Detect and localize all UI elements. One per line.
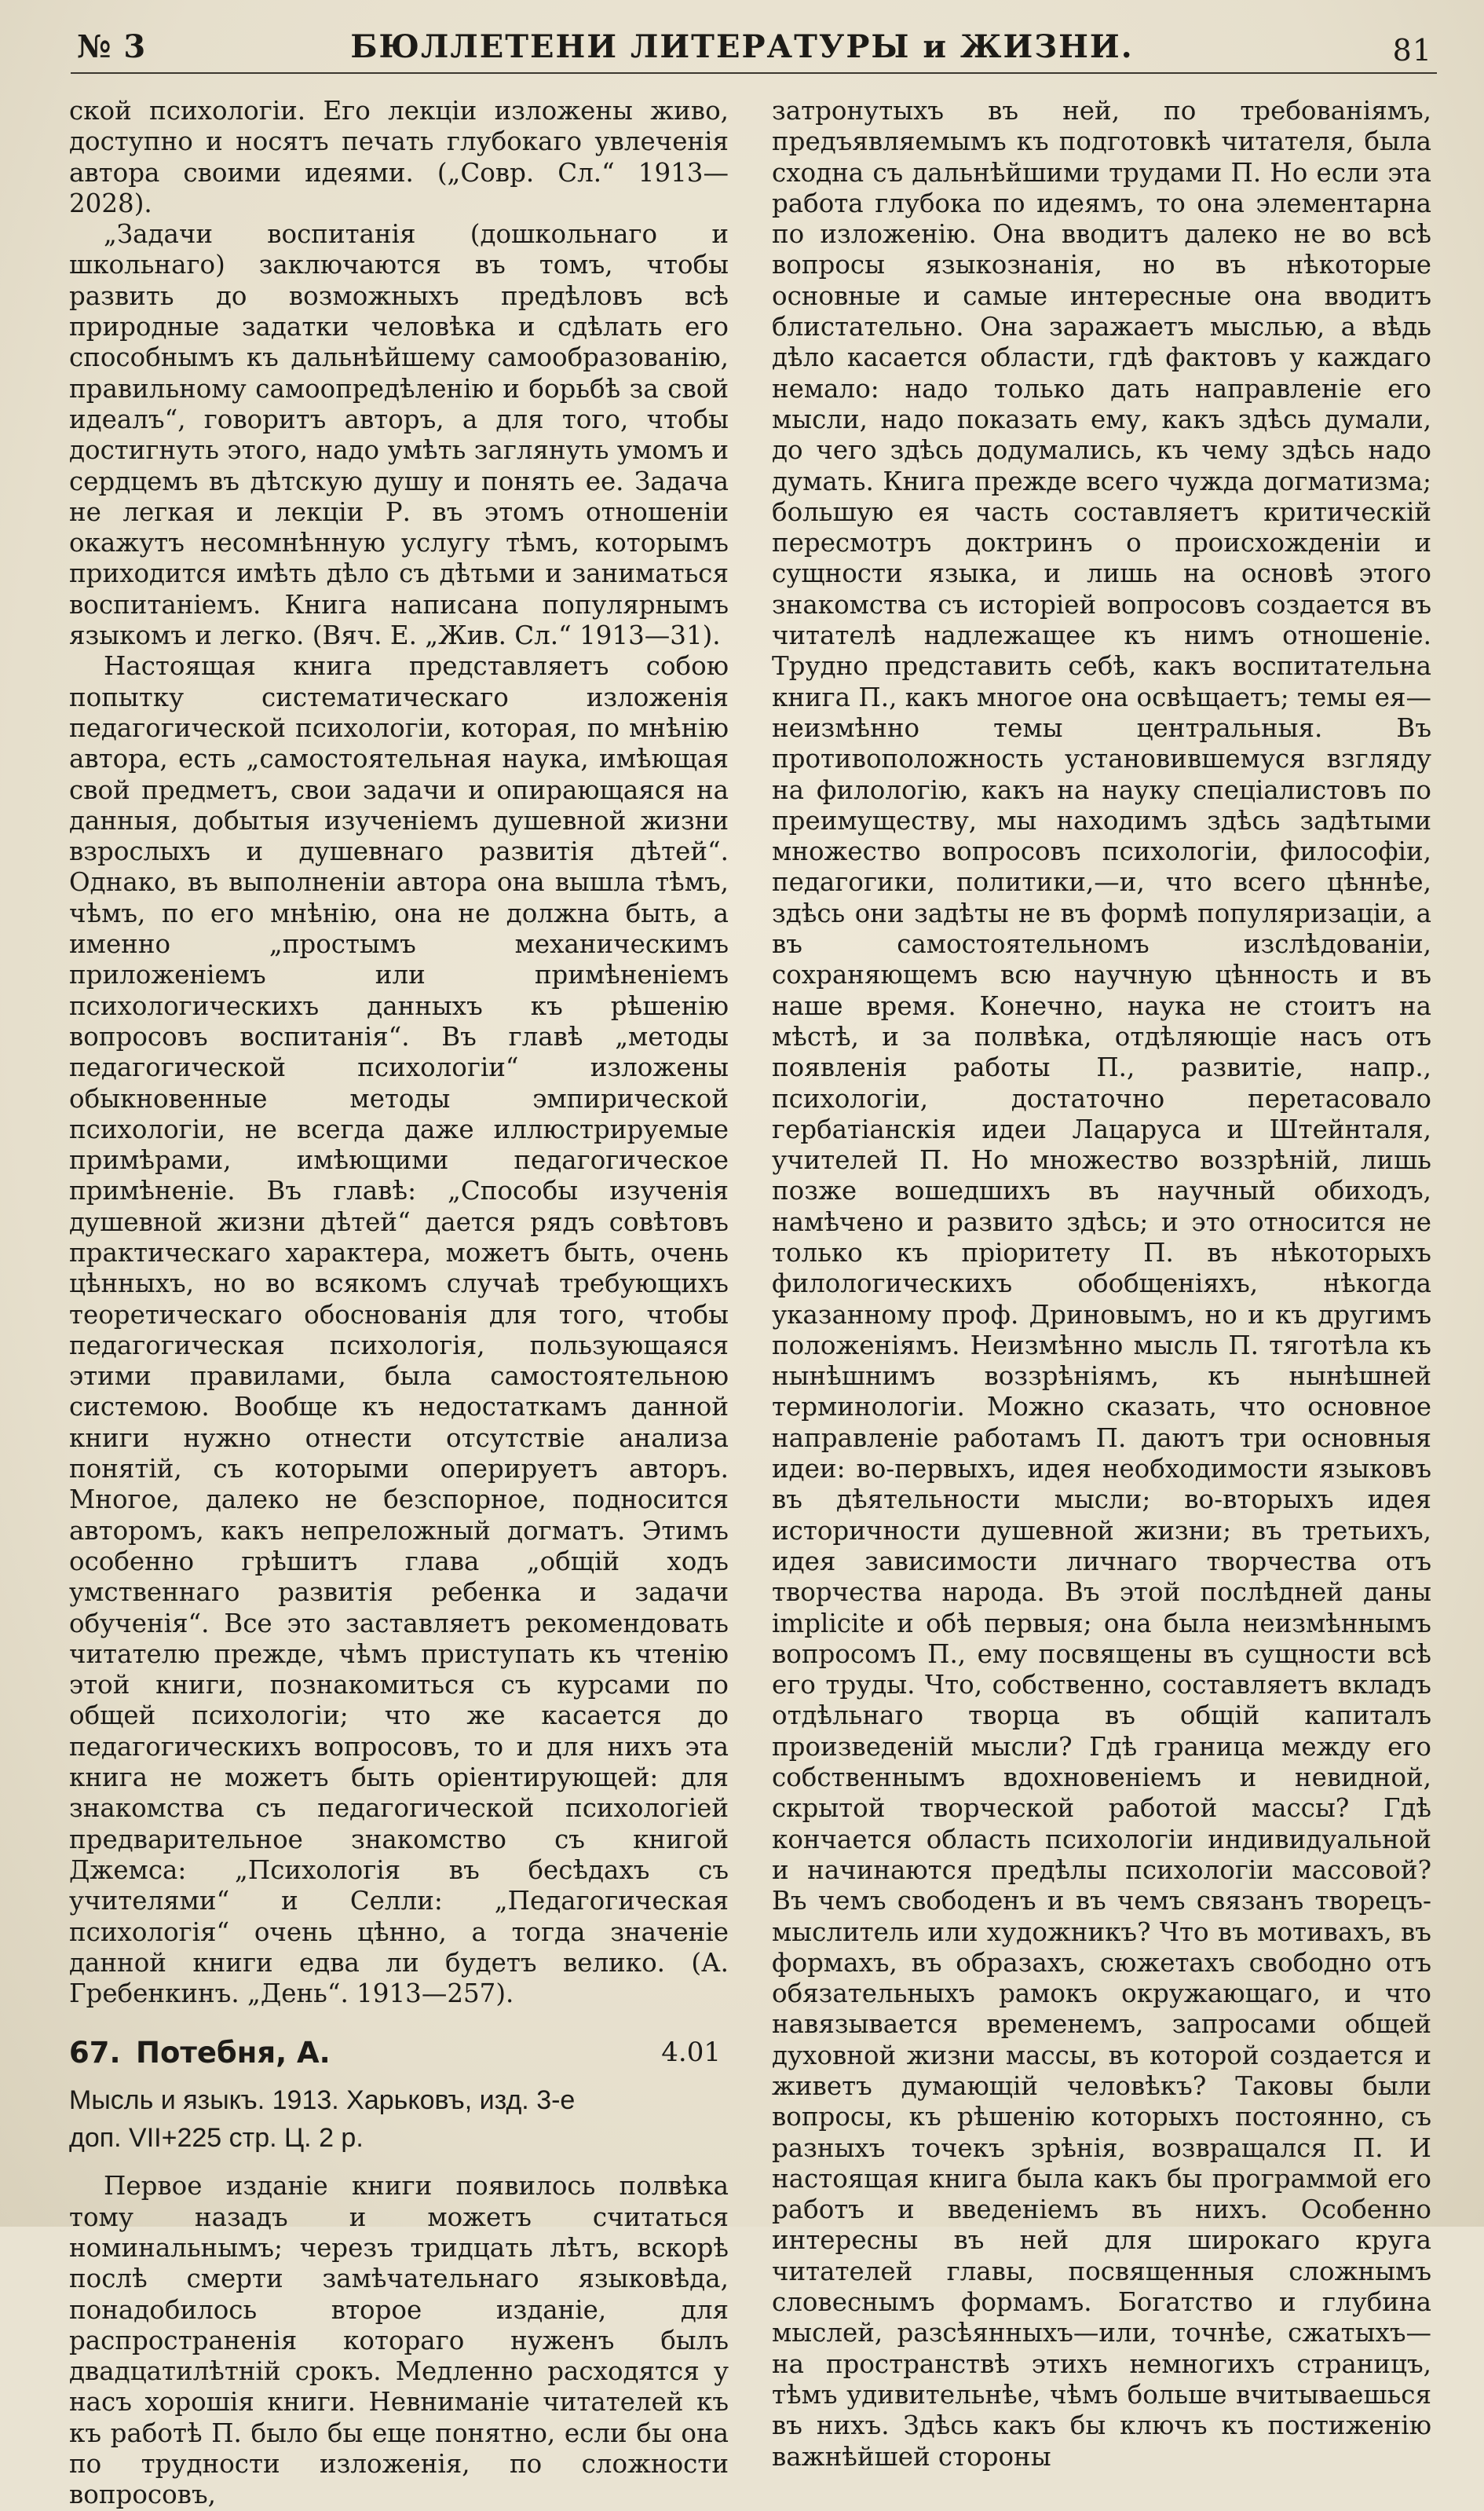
running-title: БЮЛЛЕТЕНИ ЛИТЕРАТУРЫ и ЖИЗНИ. (350, 28, 1134, 65)
left-column (69, 96, 729, 2511)
entry-code: 4.01 (661, 2037, 721, 2069)
page-header (47, 22, 1437, 71)
entry-author: Потебня, А. (136, 2036, 331, 2070)
bibliographic-record (69, 2081, 729, 2157)
biblio-line: Мысль и языкъ. 1913. Харьковъ, изд. 3-е (69, 2085, 576, 2116)
page-number: 81 (1392, 33, 1432, 68)
paragraph: ской психологіи. Его лекціи изложены живо, доступно и носятъ печать глубокаго увлеченія автора своими идеями. („Совр. Сл.“ 1913—2028). (69, 96, 729, 218)
entry-number: 67. (69, 2036, 121, 2070)
entry-heading (69, 2030, 729, 2077)
paragraph: затронутыхъ въ ней, по требованіямъ, предъявляемымъ къ подготовкѣ читателя, была сходна съ дальнѣйшими трудами П. Но если эта работа глубока по идеямъ, то она элементарна по изложенію. Она вводитъ далеко не во всѣ вопросы языкознанія, но въ нѣкоторые основные и самые интересные она вводитъ блистательно. Она заражаетъ мыслью, а вѣдь дѣло касается области, гдѣ фактовъ у каждаго немало: надо только дать направленіе его мысли, надо показать ему, какъ здѣсь думали, до чего здѣсь додумались, къ чему здѣсь надо думать. Книга прежде всего чужда догматизма; большую ея часть составляетъ критическій пересмотръ доктринъ о происхожденіи и сущности языка, и лишь на основѣ этого знакомства съ исторіей вопросовъ создается въ читателѣ надлежащее къ нимъ отношеніе. Трудно представить себѣ, какъ воспитательна книга П., какъ многое она освѣщаетъ; темы ея—неизмѣнно темы центральныя. Въ противоположность установившемуся взгляду на филологію, какъ на науку спеціалистовъ по преимуществу, мы находимъ здѣсь задѣтыми множество вопросовъ психологіи, философіи, педагогики, политики,—и, что всего цѣннѣе, здѣсь они задѣты не въ формѣ популяризаціи, а въ самостоятельномъ изслѣдованіи, сохраняющемъ всю научную цѣнность и въ наше время. Конечно, наука не стоитъ на мѣстѣ, и за полвѣка, отдѣляющіе насъ отъ появленія работы П., развитіе, напр., психологіи, достаточно перетасовало гербатіанскія идеи Лацаруса и Штейнталя, учителей П. Но множество воззрѣній, лишь позже вошедшихъ въ научный обиходъ, намѣчено и развито здѣсь; и это относится не только къ пріоритету П. въ нѣкоторыхъ филологическихъ обобщеніяхъ, нѣкогда указанному проф. Дриновымъ, но и къ другимъ положеніямъ. Неизмѣнно мысль П. тяготѣла къ нынѣшнимъ воззрѣніямъ, къ нынѣшней терминологіи. Можно сказать, что основное направленіе работамъ П. даютъ три основныя идеи: во-первыхъ, идея необходимости языковъ въ дѣятельности мысли; во-вторыхъ идея историчности душевной жизни; въ третьихъ, идея зависимости личнаго творчества отъ творчества народа. Въ этой послѣдней даны implicite и обѣ первыя; она была неизмѣннымъ вопросомъ П., ему посвящены въ сущности всѣ его труды. Что, собственно, составляетъ вкладъ отдѣльнаго творца въ общій капиталъ произведеній мысли? Гдѣ граница между его собственнымъ вдохновеніемъ и невидной, скрытой творческой работой массы? Гдѣ кончается область психологіи индивидуальной и начинаются предѣлы психологіи массовой? Въ чемъ свободенъ и въ чемъ связанъ творецъ-мыслитель или художникъ? Что въ мотивахъ, въ формахъ, въ образахъ, сюжетахъ свободно отъ обязательныхъ рамокъ окружающаго, и что навязывается временемъ, запросами общей духовной жизни массы, въ которой создается и живетъ думающій человѣкъ? Таковы были вопросы, къ рѣшенію которыхъ постоянно, съ разныхъ точекъ зрѣнія, возвращался П. И настоящая книга была какъ бы программой его работъ и введеніемъ въ нихъ. Особенно интересны въ ней для широкаго круга читателей главы, посвященныя сложнымъ словеснымъ формамъ. Богатство и глубина мыслей, разсѣянныхъ—или, точнѣе, сжатыхъ—на пространствѣ этихъ немногихъ страницъ, тѣмъ удивительнѣе, чѣмъ больше вчитываешься въ нихъ. Здѣсь какъ бы ключъ къ постиженію важнѣйшей стороны (772, 96, 1431, 2472)
header-rule (71, 72, 1437, 74)
issue-number: № 3 (77, 28, 147, 65)
paragraph: Первое изданіе книги появилось полвѣка тому назадъ и можетъ считаться номинальнымъ; черезъ тридцать лѣтъ, вскорѣ послѣ смерти замѣчательнаго языковѣда, понадобилось второе изданіе, для распространенія котораго нуженъ былъ двадцатилѣтній срокъ. Медленно расходятся у насъ хорошія книги. Невниманіе читателей къ къ работѣ П. было бы еще понятно, если бы она по трудности изложенія, по сложности вопросовъ, (69, 2171, 729, 2510)
right-column (772, 96, 1431, 2473)
biblio-line: доп. VII+225 стр. Ц. 2 р. (69, 2123, 364, 2154)
paragraph: Настоящая книга представляетъ собою попытку систематическаго изложенія педагогической психологіи, которая, по мнѣнію автора, есть „самостоятельная наука, имѣющая свой предметъ, свои задачи и опирающаяся на данныя, добытыя изученіемъ душевной жизни взрослыхъ и душевнаго развитія дѣтей“. Однако, въ выполненіи автора она вышла тѣмъ, чѣмъ, по его мнѣнію, она не должна быть, а именно „простымъ механическимъ приложеніемъ или примѣненіемъ психологическихъ данныхъ къ рѣшенію вопросовъ воспитанія“. Въ главѣ „методы педагогической психологіи“ изложены обыкновенные методы эмпирической психологіи, не всегда даже иллюстрируемые примѣрами, имѣющими педагогическое примѣненіе. Въ главѣ: „Способы изученія душевной жизни дѣтей“ дается рядъ совѣтовъ практическаго характера, можетъ быть, очень цѣнныхъ, но во всякомъ случаѣ требующихъ теоретическаго обоснованія для того, чтобы педагогическая психологія, пользующаяся этими правилами, была самостоятельною системою. Вообще къ недостаткамъ данной книги нужно отнести отсутствіе анализа понятій, съ которыми оперируетъ авторъ. Многое, далеко не безспорное, подносится авторомъ, какъ непреложный догматъ. Этимъ особенно грѣшитъ глава „общій ходъ умственнаго развитія ребенка и задачи обученія“. Все это заставляетъ рекомендовать читателю прежде, чѣмъ приступать къ чтенію этой книги, познакомиться съ курсами по общей психологіи; что же касается до педагогическихъ вопросовъ, то и для нихъ эта книга не можетъ быть оріентирующей: для знакомства съ педагогической психологіей предварительное знакомство съ книгой Джемса: „Психологія въ бесѣдахъ съ учителями“ и Селли: „Педагогическая психологія“ очень цѣнно, а тогда значеніе данной книги едва ли будетъ велико. (А. Гребенкинъ. „День“. 1913—257). (69, 651, 729, 2009)
paragraph: „Задачи воспитанія (дошкольнаго и школьнаго) заключаются въ томъ, чтобы развить до возможныхъ предѣловъ всѣ природные задатки человѣка и сдѣлать его способнымъ къ дальнѣйшему самообразованію, правильному самоопредѣленію и борьбѣ за свой идеалъ“, говоритъ авторъ, а для того, чтобы достигнуть этого, надо умѣть заглянуть умомъ и сердцемъ въ дѣтскую душу и понять ее. Задача не легкая и лекціи Р. въ этомъ отношеніи окажутъ несомнѣнную услугу тѣмъ, которымъ приходится имѣть дѣло съ дѣтьми и заниматься воспитаніемъ. Книга написана популярнымъ языкомъ и легко. (Вяч. Е. „Жив. Сл.“ 1913—31). (69, 219, 729, 651)
